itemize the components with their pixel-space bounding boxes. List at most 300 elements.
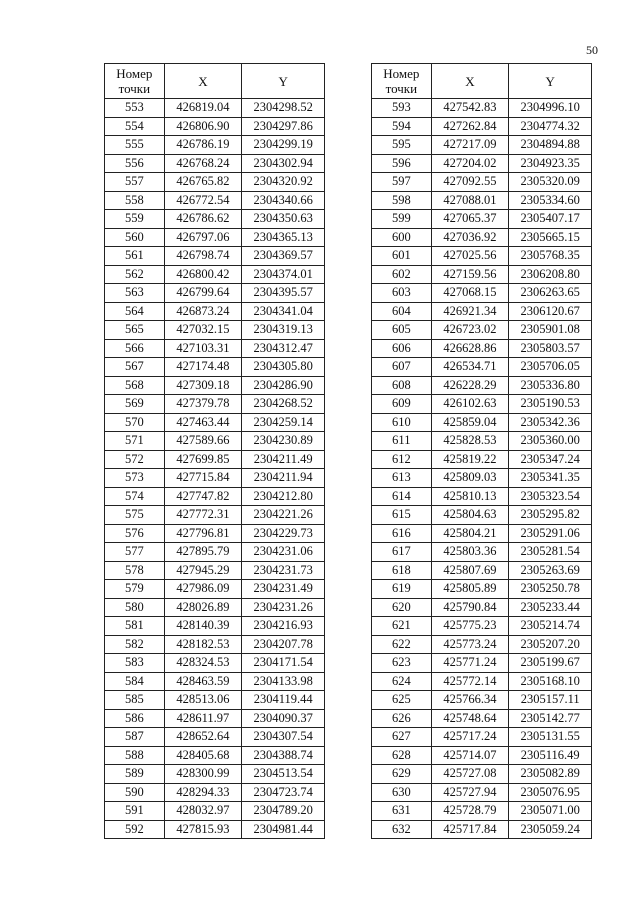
x-coordinate-cell: 427025.56 — [431, 247, 509, 266]
table-row — [105, 99, 325, 118]
table-row — [105, 635, 325, 654]
table-row — [372, 339, 592, 358]
point-number-cell: 617 — [372, 543, 432, 562]
table-row — [105, 432, 325, 451]
table-row — [105, 154, 325, 173]
point-number-cell: 564 — [105, 302, 165, 321]
table-row — [372, 654, 592, 673]
point-number-cell: 627 — [372, 728, 432, 747]
y-coordinate-cell: 2305323.54 — [509, 487, 592, 506]
y-coordinate-cell: 2305076.95 — [509, 783, 592, 802]
table-row — [372, 284, 592, 303]
x-coordinate-cell: 425790.84 — [431, 598, 509, 617]
point-number-cell: 575 — [105, 506, 165, 525]
y-coordinate-cell: 2304774.32 — [509, 117, 592, 136]
point-number-cell: 582 — [105, 635, 165, 654]
y-coordinate-cell: 2305901.08 — [509, 321, 592, 340]
x-coordinate-cell: 426799.64 — [164, 284, 242, 303]
y-coordinate-cell: 2304207.78 — [242, 635, 325, 654]
point-number-cell: 604 — [372, 302, 432, 321]
point-number-cell: 561 — [105, 247, 165, 266]
x-coordinate-cell: 425807.69 — [431, 561, 509, 580]
point-number-cell: 553 — [105, 99, 165, 118]
y-coordinate-cell: 2305207.20 — [509, 635, 592, 654]
table-row — [105, 746, 325, 765]
point-number-cell: 555 — [105, 136, 165, 155]
point-number-cell: 569 — [105, 395, 165, 414]
point-number-cell: 612 — [372, 450, 432, 469]
table-row — [372, 820, 592, 839]
y-coordinate-cell: 2304305.80 — [242, 358, 325, 377]
y-coordinate-cell: 2305082.89 — [509, 765, 592, 784]
y-coordinate-cell: 2305360.00 — [509, 432, 592, 451]
x-coordinate-cell: 427542.83 — [431, 99, 509, 118]
point-number-cell: 620 — [372, 598, 432, 617]
table-row — [105, 820, 325, 839]
point-number-cell: 557 — [105, 173, 165, 192]
x-coordinate-cell: 428140.39 — [164, 617, 242, 636]
x-coordinate-cell: 425803.36 — [431, 543, 509, 562]
table-row — [372, 469, 592, 488]
x-coordinate-cell: 425717.84 — [431, 820, 509, 839]
x-coordinate-cell: 426921.34 — [431, 302, 509, 321]
table-row — [105, 709, 325, 728]
header-x: X — [431, 64, 509, 99]
y-coordinate-cell: 2305347.24 — [509, 450, 592, 469]
x-coordinate-cell: 427309.18 — [164, 376, 242, 395]
x-coordinate-cell: 426873.24 — [164, 302, 242, 321]
x-coordinate-cell: 428182.53 — [164, 635, 242, 654]
y-coordinate-cell: 2304923.35 — [509, 154, 592, 173]
x-coordinate-cell: 426798.74 — [164, 247, 242, 266]
x-coordinate-cell: 426797.06 — [164, 228, 242, 247]
point-number-cell: 603 — [372, 284, 432, 303]
point-number-cell: 576 — [105, 524, 165, 543]
x-coordinate-cell: 426765.82 — [164, 173, 242, 192]
y-coordinate-cell: 2304090.37 — [242, 709, 325, 728]
point-number-cell: 577 — [105, 543, 165, 562]
point-number-cell: 594 — [372, 117, 432, 136]
table-row — [105, 469, 325, 488]
x-coordinate-cell: 426768.24 — [164, 154, 242, 173]
x-coordinate-cell: 428032.97 — [164, 802, 242, 821]
table-row — [105, 598, 325, 617]
point-number-cell: 581 — [105, 617, 165, 636]
point-number-cell: 606 — [372, 339, 432, 358]
table-row — [372, 580, 592, 599]
y-coordinate-cell: 2304119.44 — [242, 691, 325, 710]
y-coordinate-cell: 2304319.13 — [242, 321, 325, 340]
y-coordinate-cell: 2304981.44 — [242, 820, 325, 839]
point-number-cell: 598 — [372, 191, 432, 210]
header-point-number: Номер точки — [372, 64, 432, 99]
table-row — [372, 228, 592, 247]
x-coordinate-cell: 428026.89 — [164, 598, 242, 617]
y-coordinate-cell: 2304231.26 — [242, 598, 325, 617]
x-coordinate-cell: 427092.55 — [431, 173, 509, 192]
x-coordinate-cell: 428652.64 — [164, 728, 242, 747]
point-number-cell: 585 — [105, 691, 165, 710]
x-coordinate-cell: 427895.79 — [164, 543, 242, 562]
table-header-row — [105, 64, 325, 99]
point-number-cell: 562 — [105, 265, 165, 284]
table-row — [372, 376, 592, 395]
x-coordinate-cell: 427159.56 — [431, 265, 509, 284]
x-coordinate-cell: 426806.90 — [164, 117, 242, 136]
y-coordinate-cell: 2304395.57 — [242, 284, 325, 303]
y-coordinate-cell: 2306120.67 — [509, 302, 592, 321]
table-row — [372, 265, 592, 284]
table-row — [372, 432, 592, 451]
x-coordinate-cell: 425828.53 — [431, 432, 509, 451]
table-row — [372, 210, 592, 229]
x-coordinate-cell: 425727.08 — [431, 765, 509, 784]
y-coordinate-cell: 2305803.57 — [509, 339, 592, 358]
table-row — [105, 672, 325, 691]
x-coordinate-cell: 425714.07 — [431, 746, 509, 765]
table-row — [372, 99, 592, 118]
x-coordinate-cell: 428294.33 — [164, 783, 242, 802]
table-row — [372, 413, 592, 432]
x-coordinate-cell: 425728.79 — [431, 802, 509, 821]
y-coordinate-cell: 2305768.35 — [509, 247, 592, 266]
x-coordinate-cell: 426819.04 — [164, 99, 242, 118]
point-number-cell: 574 — [105, 487, 165, 506]
point-number-cell: 624 — [372, 672, 432, 691]
y-coordinate-cell: 2305071.00 — [509, 802, 592, 821]
x-coordinate-cell: 427103.31 — [164, 339, 242, 358]
point-number-cell: 580 — [105, 598, 165, 617]
x-coordinate-cell: 425819.22 — [431, 450, 509, 469]
table-row — [105, 506, 325, 525]
table-header-row — [372, 64, 592, 99]
point-number-cell: 616 — [372, 524, 432, 543]
point-number-cell: 586 — [105, 709, 165, 728]
x-coordinate-cell: 427715.84 — [164, 469, 242, 488]
table-row — [105, 561, 325, 580]
point-number-cell: 623 — [372, 654, 432, 673]
table-row — [372, 635, 592, 654]
x-coordinate-cell: 427036.92 — [431, 228, 509, 247]
y-coordinate-cell: 2304350.63 — [242, 210, 325, 229]
point-number-cell: 587 — [105, 728, 165, 747]
x-coordinate-cell: 428300.99 — [164, 765, 242, 784]
point-number-cell: 568 — [105, 376, 165, 395]
table-row — [105, 395, 325, 414]
table-row — [372, 191, 592, 210]
x-coordinate-cell: 427699.85 — [164, 450, 242, 469]
table-row — [372, 765, 592, 784]
table-row — [105, 376, 325, 395]
point-number-cell: 563 — [105, 284, 165, 303]
y-coordinate-cell: 2304299.19 — [242, 136, 325, 155]
y-coordinate-cell: 2304221.26 — [242, 506, 325, 525]
point-number-cell: 615 — [372, 506, 432, 525]
y-coordinate-cell: 2305131.55 — [509, 728, 592, 747]
table-row — [105, 413, 325, 432]
x-coordinate-cell: 425805.89 — [431, 580, 509, 599]
y-coordinate-cell: 2305059.24 — [509, 820, 592, 839]
y-coordinate-cell: 2305199.67 — [509, 654, 592, 673]
x-coordinate-cell: 425804.21 — [431, 524, 509, 543]
y-coordinate-cell: 2305263.69 — [509, 561, 592, 580]
y-coordinate-cell: 2304996.10 — [509, 99, 592, 118]
table-row — [372, 598, 592, 617]
point-number-cell: 611 — [372, 432, 432, 451]
point-number-cell: 619 — [372, 580, 432, 599]
point-number-cell: 592 — [105, 820, 165, 839]
table-row — [372, 136, 592, 155]
y-coordinate-cell: 2304259.14 — [242, 413, 325, 432]
table-row — [105, 783, 325, 802]
y-coordinate-cell: 2304297.86 — [242, 117, 325, 136]
table-row — [105, 247, 325, 266]
table-row — [372, 691, 592, 710]
x-coordinate-cell: 426772.54 — [164, 191, 242, 210]
header-point-number: Номер точки — [105, 64, 165, 99]
y-coordinate-cell: 2304231.73 — [242, 561, 325, 580]
point-number-cell: 629 — [372, 765, 432, 784]
point-number-cell: 583 — [105, 654, 165, 673]
point-number-cell: 610 — [372, 413, 432, 432]
table-row — [105, 284, 325, 303]
x-coordinate-cell: 426800.42 — [164, 265, 242, 284]
point-number-cell: 601 — [372, 247, 432, 266]
table-row — [372, 358, 592, 377]
y-coordinate-cell: 2304231.06 — [242, 543, 325, 562]
point-number-cell: 602 — [372, 265, 432, 284]
y-coordinate-cell: 2305116.49 — [509, 746, 592, 765]
y-coordinate-cell: 2304211.94 — [242, 469, 325, 488]
x-coordinate-cell: 427589.66 — [164, 432, 242, 451]
x-coordinate-cell: 426102.63 — [431, 395, 509, 414]
table-row — [372, 321, 592, 340]
point-number-cell: 573 — [105, 469, 165, 488]
x-coordinate-cell: 425775.23 — [431, 617, 509, 636]
y-coordinate-cell: 2304320.92 — [242, 173, 325, 192]
x-coordinate-cell: 425748.64 — [431, 709, 509, 728]
x-coordinate-cell: 426786.19 — [164, 136, 242, 155]
point-number-cell: 608 — [372, 376, 432, 395]
y-coordinate-cell: 2305407.17 — [509, 210, 592, 229]
y-coordinate-cell: 2305706.05 — [509, 358, 592, 377]
header-y: Y — [242, 64, 325, 99]
table-row — [105, 173, 325, 192]
point-number-cell: 621 — [372, 617, 432, 636]
table-row — [372, 524, 592, 543]
point-number-cell: 609 — [372, 395, 432, 414]
x-coordinate-cell: 427986.09 — [164, 580, 242, 599]
coordinates-table-left — [104, 63, 325, 839]
x-coordinate-cell: 425771.24 — [431, 654, 509, 673]
y-coordinate-cell: 2305214.74 — [509, 617, 592, 636]
y-coordinate-cell: 2304286.90 — [242, 376, 325, 395]
y-coordinate-cell: 2305336.80 — [509, 376, 592, 395]
point-number-cell: 588 — [105, 746, 165, 765]
x-coordinate-cell: 425717.24 — [431, 728, 509, 747]
point-number-cell: 589 — [105, 765, 165, 784]
y-coordinate-cell: 2304789.20 — [242, 802, 325, 821]
table-row — [372, 561, 592, 580]
table-row — [372, 117, 592, 136]
y-coordinate-cell: 2305190.53 — [509, 395, 592, 414]
table-row — [372, 247, 592, 266]
x-coordinate-cell: 427174.48 — [164, 358, 242, 377]
table-row — [105, 228, 325, 247]
x-coordinate-cell: 425772.14 — [431, 672, 509, 691]
y-coordinate-cell: 2304229.73 — [242, 524, 325, 543]
point-number-cell: 628 — [372, 746, 432, 765]
y-coordinate-cell: 2304302.94 — [242, 154, 325, 173]
point-number-cell: 584 — [105, 672, 165, 691]
table-row — [372, 746, 592, 765]
point-number-cell: 570 — [105, 413, 165, 432]
x-coordinate-cell: 428463.59 — [164, 672, 242, 691]
x-coordinate-cell: 428405.68 — [164, 746, 242, 765]
y-coordinate-cell: 2305250.78 — [509, 580, 592, 599]
table-row — [105, 802, 325, 821]
x-coordinate-cell: 427463.44 — [164, 413, 242, 432]
point-number-cell: 591 — [105, 802, 165, 821]
y-coordinate-cell: 2305233.44 — [509, 598, 592, 617]
y-coordinate-cell: 2304894.88 — [509, 136, 592, 155]
x-coordinate-cell: 426723.02 — [431, 321, 509, 340]
y-coordinate-cell: 2305142.77 — [509, 709, 592, 728]
table-row — [372, 783, 592, 802]
y-coordinate-cell: 2305665.15 — [509, 228, 592, 247]
y-coordinate-cell: 2305295.82 — [509, 506, 592, 525]
point-number-cell: 558 — [105, 191, 165, 210]
point-number-cell: 593 — [372, 99, 432, 118]
table-row — [105, 580, 325, 599]
y-coordinate-cell: 2304340.66 — [242, 191, 325, 210]
point-number-cell: 572 — [105, 450, 165, 469]
x-coordinate-cell: 425859.04 — [431, 413, 509, 432]
table-row — [372, 802, 592, 821]
table-row — [105, 265, 325, 284]
x-coordinate-cell: 425809.03 — [431, 469, 509, 488]
point-number-cell: 613 — [372, 469, 432, 488]
table-row — [105, 654, 325, 673]
y-coordinate-cell: 2304312.47 — [242, 339, 325, 358]
x-coordinate-cell: 425766.34 — [431, 691, 509, 710]
table-row — [372, 173, 592, 192]
y-coordinate-cell: 2305334.60 — [509, 191, 592, 210]
y-coordinate-cell: 2304230.89 — [242, 432, 325, 451]
table-row — [105, 210, 325, 229]
table-row — [105, 136, 325, 155]
point-number-cell: 579 — [105, 580, 165, 599]
point-number-cell: 596 — [372, 154, 432, 173]
table-row — [372, 506, 592, 525]
table-row — [105, 450, 325, 469]
point-number-cell: 597 — [372, 173, 432, 192]
table-row — [105, 543, 325, 562]
y-coordinate-cell: 2304133.98 — [242, 672, 325, 691]
table-row — [372, 672, 592, 691]
y-coordinate-cell: 2305320.09 — [509, 173, 592, 192]
y-coordinate-cell: 2306263.65 — [509, 284, 592, 303]
x-coordinate-cell: 427815.93 — [164, 820, 242, 839]
table-row — [372, 302, 592, 321]
x-coordinate-cell: 425727.94 — [431, 783, 509, 802]
x-coordinate-cell: 426786.62 — [164, 210, 242, 229]
y-coordinate-cell: 2304374.01 — [242, 265, 325, 284]
x-coordinate-cell: 427772.31 — [164, 506, 242, 525]
y-coordinate-cell: 2304307.54 — [242, 728, 325, 747]
x-coordinate-cell: 426228.29 — [431, 376, 509, 395]
y-coordinate-cell: 2304388.74 — [242, 746, 325, 765]
x-coordinate-cell: 427068.15 — [431, 284, 509, 303]
y-coordinate-cell: 2305341.35 — [509, 469, 592, 488]
x-coordinate-cell: 425804.63 — [431, 506, 509, 525]
table-row — [372, 395, 592, 414]
table-row — [105, 321, 325, 340]
point-number-cell: 565 — [105, 321, 165, 340]
y-coordinate-cell: 2304513.54 — [242, 765, 325, 784]
point-number-cell: 554 — [105, 117, 165, 136]
y-coordinate-cell: 2304369.57 — [242, 247, 325, 266]
x-coordinate-cell: 427204.02 — [431, 154, 509, 173]
point-number-cell: 571 — [105, 432, 165, 451]
y-coordinate-cell: 2304212.80 — [242, 487, 325, 506]
page-number: 50 — [586, 43, 598, 57]
table-row — [372, 728, 592, 747]
y-coordinate-cell: 2304211.49 — [242, 450, 325, 469]
x-coordinate-cell: 426628.86 — [431, 339, 509, 358]
table-row — [105, 339, 325, 358]
point-number-cell: 578 — [105, 561, 165, 580]
x-coordinate-cell: 427747.82 — [164, 487, 242, 506]
y-coordinate-cell: 2304231.49 — [242, 580, 325, 599]
point-number-cell: 630 — [372, 783, 432, 802]
x-coordinate-cell: 428611.97 — [164, 709, 242, 728]
point-number-cell: 600 — [372, 228, 432, 247]
y-coordinate-cell: 2305281.54 — [509, 543, 592, 562]
point-number-cell: 590 — [105, 783, 165, 802]
table-row — [105, 117, 325, 136]
x-coordinate-cell: 427796.81 — [164, 524, 242, 543]
table-row — [105, 358, 325, 377]
point-number-cell: 607 — [372, 358, 432, 377]
table-row — [372, 450, 592, 469]
x-coordinate-cell: 427379.78 — [164, 395, 242, 414]
table-row — [372, 617, 592, 636]
y-coordinate-cell: 2305342.36 — [509, 413, 592, 432]
table-row — [105, 691, 325, 710]
point-number-cell: 614 — [372, 487, 432, 506]
y-coordinate-cell: 2304298.52 — [242, 99, 325, 118]
x-coordinate-cell: 427945.29 — [164, 561, 242, 580]
point-number-cell: 567 — [105, 358, 165, 377]
table-row — [105, 617, 325, 636]
point-number-cell: 599 — [372, 210, 432, 229]
point-number-cell: 622 — [372, 635, 432, 654]
x-coordinate-cell: 428513.06 — [164, 691, 242, 710]
point-number-cell: 556 — [105, 154, 165, 173]
x-coordinate-cell: 427065.37 — [431, 210, 509, 229]
y-coordinate-cell: 2304171.54 — [242, 654, 325, 673]
table-row — [105, 765, 325, 784]
y-coordinate-cell: 2305168.10 — [509, 672, 592, 691]
table-row — [105, 487, 325, 506]
coordinates-table-right — [371, 63, 592, 839]
y-coordinate-cell: 2304365.13 — [242, 228, 325, 247]
x-coordinate-cell: 426534.71 — [431, 358, 509, 377]
table-row — [372, 543, 592, 562]
y-coordinate-cell: 2304268.52 — [242, 395, 325, 414]
table-row — [372, 487, 592, 506]
